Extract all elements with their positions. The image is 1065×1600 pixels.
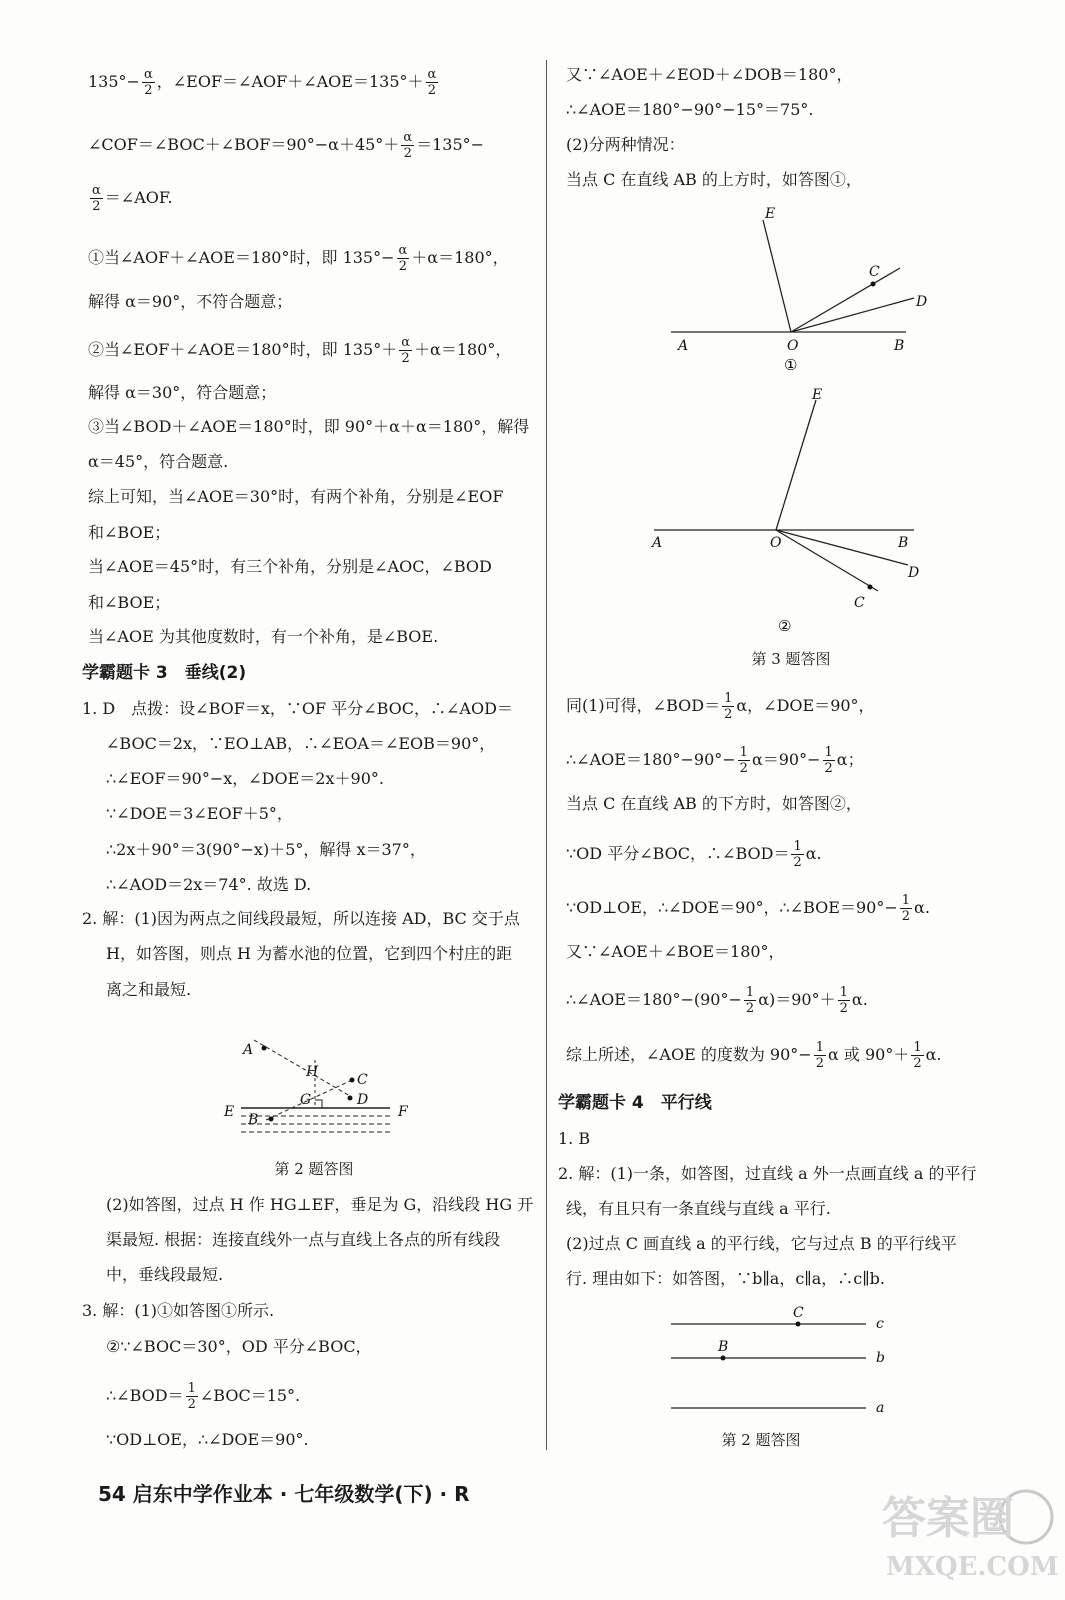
text-line: 线，有且只有一条直线与直线 a 平行. [566, 1199, 831, 1218]
label-c: C [854, 595, 865, 611]
fraction: $\frac{1}{2}$ [739, 745, 748, 776]
point-b [721, 1356, 726, 1361]
label-line-a: a [876, 1400, 885, 1416]
text-line: ∴∠AOE＝180°−(90°− $\frac{1}{2}$ α)＝90°＋ $\frac{1}{2}$ α. [566, 985, 868, 1016]
figure-caption: 第 2 题答图 [721, 1431, 801, 1449]
text-line: (2)如答图，过点 H 作 HG⊥EF，垂足为 G，沿线段 HG 开 [106, 1195, 534, 1214]
text-line: 1. B [558, 1129, 591, 1148]
point-a [262, 1046, 267, 1051]
fraction: $\frac{1}{2}$ [839, 985, 848, 1016]
text-line: 离之和最短. [106, 980, 192, 999]
label-c: C [793, 1305, 804, 1321]
text-line: 解得 α＝30°，符合题意； [88, 383, 277, 402]
text-line: ②∵∠BOC＝30°，OD 平分∠BOC， [106, 1337, 372, 1356]
label-a: A [678, 338, 689, 354]
reservoir-diagram [218, 1020, 418, 1150]
label-h: H [306, 1064, 319, 1080]
figure-number: ② [778, 617, 792, 635]
label-b: B [718, 1339, 729, 1355]
label-d: D [908, 565, 920, 581]
fraction: $\frac{1}{2}$ [793, 839, 802, 870]
fraction: $\frac{1}{2}$ [724, 691, 733, 722]
text-line: ∠BOC＝2x，∵EO⊥AB，∴∠EOA＝∠EOB＝90°， [106, 734, 496, 753]
label-b: B [898, 535, 909, 551]
fraction: $\frac{1}{2}$ [901, 893, 911, 924]
text-line: ∴∠EOF＝90°−x，∠DOE＝2x＋90°. [106, 769, 384, 788]
text-line: 1. D 点拨：设∠BOF＝x，∵OF 平分∠BOC，∴∠AOD＝ [82, 699, 513, 718]
text-line: 行. 理由如下：如答图，∵b∥a，c∥a，∴c∥b. [566, 1269, 885, 1288]
text-line: ∴∠BOD＝ $\frac{1}{2}$ ∠BOC＝15°. [106, 1381, 301, 1412]
text-line: 2. 解：(1)一条，如答图，过直线 a 外一点画直线 a 的平行 [558, 1164, 977, 1183]
text-line: 2. 解：(1)因为两点之间线段最短，所以连接 AD，BC 交于点 [82, 909, 520, 928]
point-c [796, 1322, 801, 1327]
text-line: 又∵∠AOE＋∠EOD＋∠DOB＝180°， [566, 65, 853, 84]
label-o: O [787, 338, 799, 354]
fraction: $\frac{1}{2}$ [187, 1381, 196, 1412]
figure-1-diagram [666, 200, 928, 380]
point-c [350, 1078, 355, 1083]
label-line-c: c [876, 1316, 884, 1332]
fraction: $\frac{\alpha}{2}$ [427, 67, 437, 98]
figure-caption: 第 3 题答图 [751, 650, 831, 668]
text-line: 渠最短. 根据：连接直线外一点与直线上各点的所有线段 [106, 1230, 501, 1249]
text-line: ∵OD⊥OE，∴∠DOE＝90°，∴∠BOE＝90°− $\frac{1}{2}$ α. [566, 893, 930, 924]
fraction: $\frac{1}{2}$ [745, 985, 755, 1016]
page-footer: 54 启东中学作业本 · 七年级数学(下) · R [98, 1482, 470, 1506]
text-line: 综上所述，∠AOE 的度数为 90°− $\frac{1}{2}$ α 或 90°＋ $\frac{1}{2}$ α. [566, 1040, 942, 1071]
text-line: 解得 α＝90°，不符合题意； [88, 292, 293, 311]
label-e: E [224, 1104, 235, 1120]
text-line: α＝45°，符合题意. [88, 452, 229, 471]
column-divider [546, 60, 547, 1450]
text-line: ∠COF＝∠BOC＋∠BOF＝90°−α＋45°＋ $\frac{\alpha}{2}$ ＝135°− [88, 130, 485, 161]
fraction: $\frac{1}{2}$ [815, 1040, 824, 1071]
text-line: 和∠BOE； [88, 593, 171, 612]
watermark-url: MXQE.COM [886, 1552, 1059, 1582]
text-line: ∴∠AOE＝180°−90°− $\frac{1}{2}$ α＝90°− $\frac{1}{2}$ α； [566, 745, 864, 776]
watermark-text: 答案圈 [882, 1493, 1014, 1544]
watermark-logo [878, 1475, 1058, 1590]
section-heading: 学霸题卡 3 垂线(2) [82, 663, 247, 683]
label-b: B [248, 1112, 259, 1128]
label-g: G [300, 1092, 312, 1108]
text-line: ∴2x＋90°＝3(90°−x)＋5°，解得 x＝37°， [106, 840, 426, 859]
label-e: E [812, 387, 823, 403]
fraction: $\frac{\alpha}{2}$ [401, 335, 411, 366]
text-line: 3. 解：(1)①如答图①所示. [82, 1301, 275, 1320]
label-c: C [869, 264, 880, 280]
section-heading: 学霸题卡 4 平行线 [558, 1093, 712, 1113]
text-line: 又∵∠AOE＋∠BOE＝180°， [566, 942, 785, 961]
fraction: $\frac{\alpha}{2}$ [398, 243, 408, 274]
text-line: 当∠AOE 为其他度数时，有一个补角，是∠BOE. [88, 627, 439, 646]
fraction: $\frac{1}{2}$ [913, 1040, 922, 1071]
text-line: ∵∠DOE＝3∠EOF＋5°， [106, 804, 293, 823]
text-line: ∴∠AOD＝2x＝74°. 故选 D. [106, 875, 312, 894]
label-a: A [652, 535, 663, 551]
parallel-lines-diagram [666, 1300, 896, 1425]
point-c [871, 282, 876, 287]
point-b [269, 1117, 274, 1122]
label-f: F [398, 1104, 408, 1120]
point-d [348, 1096, 353, 1101]
text-line: 中，垂线段最短. [106, 1265, 224, 1284]
figure-number: ① [784, 356, 798, 374]
text-line: (2)分两种情况： [566, 135, 685, 154]
fraction: $\frac{\alpha}{2}$ [403, 130, 413, 161]
label-c: C [357, 1072, 368, 1088]
point-c [868, 585, 873, 590]
figure-2-diagram [646, 385, 936, 635]
text-line: ①当∠AOF＋∠AOE＝180°时，即 135°− $\frac{\alpha}{2}$ ＋α＝180°， [88, 243, 509, 274]
label-b: B [894, 338, 905, 354]
text-line: 综上可知，当∠AOE＝30°时，有两个补角，分别是∠EOF [88, 487, 504, 506]
fraction: $\frac{\alpha}{2}$ [92, 183, 101, 214]
label-d: D [916, 294, 928, 310]
label-a: A [243, 1042, 254, 1058]
label-line-b: b [876, 1350, 885, 1366]
text-line: 同(1)可得，∠BOD＝ $\frac{1}{2}$ α，∠DOE＝90°， [566, 691, 875, 722]
text-line: 当点 C 在直线 AB 的下方时，如答图②， [566, 794, 862, 813]
text-line: ③当∠BOD＋∠AOE＝180°时，即 90°＋α＋α＝180°，解得 [88, 417, 530, 436]
text-line: ②当∠EOF＋∠AOE＝180°时，即 135°＋ $\frac{\alpha}{2}$ ＋α＝180°， [88, 335, 512, 366]
text-line: $\frac{\alpha}{2}$ ＝∠AOF. [92, 183, 173, 214]
fraction: $\frac{\alpha}{2}$ [143, 67, 153, 98]
text-line: 和∠BOE； [88, 523, 171, 542]
text-line: 当∠AOE＝45°时，有三个补角，分别是∠AOC，∠BOD [88, 557, 492, 576]
label-e: E [765, 206, 776, 222]
figure-caption: 第 2 题答图 [274, 1160, 354, 1178]
label-d: D [357, 1092, 369, 1108]
text-line: 当点 C 在直线 AB 的上方时，如答图①， [566, 170, 862, 189]
text-line: 135°− $\frac{\alpha}{2}$ ，∠EOF＝∠AOF＋∠AOE＝135°＋ $\frac{\alpha}{2}$ [88, 67, 437, 98]
text-line: ∵OD 平分∠BOC，∴∠BOD＝ $\frac{1}{2}$ α. [566, 839, 822, 870]
text-line: H，如答图，则点 H 为蓄水池的位置，它到四个村庄的距 [106, 944, 513, 963]
text-line: (2)过点 C 画直线 a 的平行线，它与过点 B 的平行线平 [566, 1234, 957, 1253]
label-o: O [770, 535, 782, 551]
fraction: $\frac{1}{2}$ [824, 745, 833, 776]
text-line: ∴∠AOE＝180°−90°−15°＝75°. [566, 100, 814, 119]
text-line: ∵OD⊥OE，∴∠DOE＝90°. [106, 1430, 309, 1449]
